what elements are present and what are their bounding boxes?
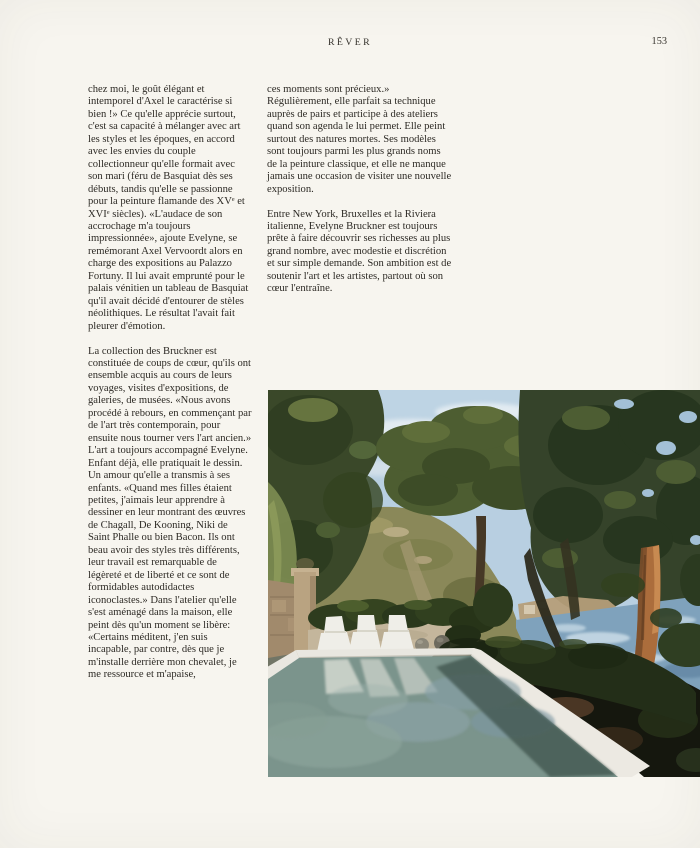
page-number: 153 [651, 36, 667, 47]
section-title: RÊVER [327, 37, 373, 48]
paragraph: ces moments sont précieux.» Régulièrement, elle parfait sa technique auprès de pairs et participe à des ateliers quand son agenda le lui permet. Elle peint surtout des natures mortes. Ses modèles sont toujours parmi les plus grands noms de la peinture classique, et elle ne manque jamais une occasion de visiter une nouvelle exposition. [267, 84, 452, 195]
article-right-column [267, 84, 452, 308]
paragraph: La collection des Bruckner est constituée de coups de cœur, qu'ils ont ensemble acquis au cours de leurs voyages, visites d'expositions, de galeries, de musées. «Nous avons procédé à rebours, en commençant par de l'art très contemporain, pour ensuite nous tourner vers l'art ancien.» L'art a toujours accompagné Evelyne. Enfant déjà, elle pratiquait le dessin. Un amour qu'elle a transmis à ses enfants. «Quand mes filles étaient petites, j'aimais leur apprendre à dessiner en leur montrant des œuvres de Chagall, De Kooning, Niki de Saint Phalle ou bien Bacon. Ils ont beau avoir des styles très différents, leur travail est remarquable de légèreté et de liberté et ce sont de formidables autodidactes iconoclastes.» Dans l'atelier qu'elle s'est aménagé dans la maison, elle peint dès qu'un moment se libère: «Certains méditent, j'en suis incapable, par contre, dès que je m'installe derrière mon chevalet, je me ressource et m'apaise, [88, 345, 252, 681]
paragraph: Entre New York, Bruxelles et la Riviera italienne, Evelyne Bruckner est toujours prête à faire découvrir ses richesses au plus grand nombre, avec modestie et discrétion et sur simple demande. Son ambition est de soutenir l'art et les artistes, partout où son cœur l'entraîne. [267, 208, 452, 295]
paragraph: chez moi, le goût élégant et intemporel d'Axel le caractérise si bien !» Ce qu'elle apprécie surtout, c'est sa capacité à mélanger avec art les styles et les époques, en accord avec les envies du couple collectionneur qu'elle formait avec son mari (féru de Basquiat dès ses débuts, tandis qu'elle se passionne pour la peinture flamande des XVᵉ et XVIᵉ siècles). «L'audace de son accrochage m'a toujours impressionnée», ajoute Evelyne, se remémorant Axel Vervoordt alors en charge des expositions au Palazzo Fortuny. Il lui avait emprunté pour le palais vénitien un tableau de Basquiat qu'il avait décidé d'entourer de stèles néolithiques. Le résultat l'avait fait pleurer d'émotion. [88, 84, 249, 332]
article-left-column [88, 84, 252, 694]
garden-pool-photo [268, 390, 700, 777]
garden-pool-illustration [268, 390, 700, 777]
